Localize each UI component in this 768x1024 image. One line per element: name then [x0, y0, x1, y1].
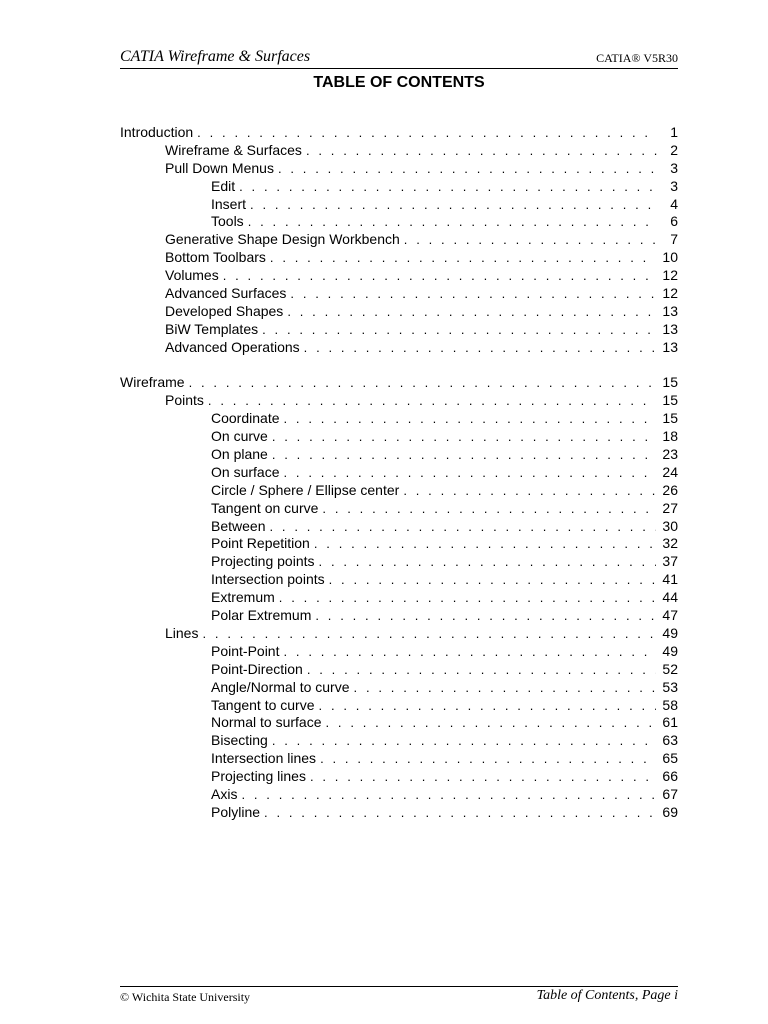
- toc-dot-leader: [325, 714, 656, 732]
- toc-page-number: 13: [662, 338, 678, 355]
- toc-entry[interactable]: [120, 553, 678, 571]
- toc-entry-title: Projecting lines: [211, 768, 306, 785]
- toc-entry[interactable]: [120, 589, 678, 607]
- toc-entry[interactable]: [120, 768, 678, 786]
- toc-page-number: 49: [662, 624, 678, 641]
- toc-entry[interactable]: [120, 213, 678, 231]
- toc-entry-title: On curve: [211, 428, 268, 445]
- toc-entry-title: Tools: [211, 213, 244, 230]
- toc-entry[interactable]: [120, 446, 678, 464]
- toc-entry[interactable]: [120, 518, 678, 536]
- toc-entry-title: On surface: [211, 463, 280, 480]
- toc-entry[interactable]: [120, 160, 678, 178]
- toc-entry-title: On plane: [211, 446, 268, 463]
- toc-page-number: 66: [662, 768, 678, 785]
- toc-page-number: 53: [662, 678, 678, 695]
- toc-entry[interactable]: [120, 786, 678, 804]
- toc-entry[interactable]: [120, 285, 678, 303]
- toc-dot-leader: [290, 285, 656, 303]
- toc-entry[interactable]: [120, 571, 678, 589]
- toc-entry-title: Point-Direction: [211, 660, 303, 677]
- toc-page-number: 52: [662, 660, 678, 677]
- toc-entry-title: Tangent to curve: [211, 696, 315, 713]
- page-footer: [120, 986, 678, 1007]
- toc-page-number: 2: [670, 141, 678, 158]
- toc-page-number: 12: [662, 285, 678, 302]
- toc-entry[interactable]: [120, 643, 678, 661]
- toc-entry[interactable]: [120, 500, 678, 518]
- document-title: CATIA Wireframe & Surfaces: [120, 48, 311, 65]
- toc-entry-title: Bisecting: [211, 732, 268, 749]
- toc-page-number: 13: [662, 302, 678, 319]
- toc-dot-leader: [283, 643, 656, 661]
- toc-dot-leader: [189, 374, 657, 392]
- toc-page-number: 10: [662, 249, 678, 266]
- toc-entry-title: Polyline: [211, 803, 261, 820]
- toc-dot-leader: [354, 679, 657, 697]
- toc-entry-title: Points: [165, 392, 204, 409]
- toc-entry-title: Wireframe: [120, 374, 185, 391]
- toc-entry[interactable]: [120, 196, 678, 214]
- toc-page-number: 44: [662, 589, 678, 606]
- toc-dot-leader: [208, 392, 657, 410]
- toc-page-number: 61: [662, 714, 678, 731]
- toc-entry-title: Developed Shapes: [165, 302, 284, 319]
- toc-entry[interactable]: [120, 231, 678, 249]
- toc-dot-leader: [310, 768, 656, 786]
- toc-entry-title: Projecting points: [211, 553, 315, 570]
- toc-dot-leader: [306, 142, 658, 160]
- toc-entry[interactable]: [120, 392, 678, 410]
- toc-entry-title: Polar Extremum: [211, 607, 312, 624]
- toc-dot-leader: [197, 124, 658, 142]
- toc-page-number: 7: [670, 231, 678, 248]
- toc-dot-leader: [241, 786, 656, 804]
- toc-dot-leader: [329, 571, 657, 589]
- toc-dot-leader: [269, 518, 656, 536]
- toc-page-number: 67: [662, 785, 678, 802]
- toc-page-number: 41: [662, 571, 678, 588]
- toc-entry-title: Advanced Surfaces: [165, 285, 287, 302]
- toc-entry[interactable]: [120, 374, 678, 392]
- toc-entry-title: Pull Down Menus: [165, 159, 274, 176]
- toc-entry[interactable]: [120, 661, 678, 679]
- toc-entry-title: Point-Point: [211, 642, 280, 659]
- toc-entry-title: Bottom Toolbars: [165, 249, 266, 266]
- toc-dot-leader: [314, 535, 657, 553]
- toc-entry-title: Intersection lines: [211, 750, 317, 767]
- toc-entry-title: Normal to surface: [211, 714, 322, 731]
- toc-entry[interactable]: [120, 178, 678, 196]
- toc-entry-title: Wireframe & Surfaces: [165, 141, 302, 158]
- toc-dot-leader: [403, 482, 656, 500]
- toc-dot-leader: [270, 249, 657, 267]
- toc-entry[interactable]: [120, 697, 678, 715]
- toc-entry[interactable]: [120, 124, 678, 142]
- toc-dot-leader: [262, 321, 656, 339]
- toc-dot-leader: [278, 160, 658, 178]
- toc-entry-title: Lines: [165, 624, 199, 641]
- toc-entry-title: Between: [211, 517, 266, 534]
- toc-entry-title: Advanced Operations: [165, 338, 300, 355]
- toc-dot-leader: [264, 804, 656, 822]
- toc-page-number: 3: [670, 177, 678, 194]
- toc-entry-title: Insert: [211, 195, 247, 212]
- page-header: [120, 48, 678, 69]
- toc-dot-leader: [320, 750, 656, 768]
- toc-page-number: 32: [662, 535, 678, 552]
- toc-page-number: 69: [662, 803, 678, 820]
- page-label: Table of Contents, Page i: [536, 988, 678, 1003]
- toc-entry[interactable]: [120, 482, 678, 500]
- toc-entry-title: Circle / Sphere / Ellipse center: [211, 481, 400, 498]
- toc-entry[interactable]: [120, 410, 678, 428]
- toc-page-number: 23: [662, 446, 678, 463]
- toc-dot-leader: [319, 553, 657, 571]
- toc-page-number: 15: [662, 410, 678, 427]
- toc-dot-leader: [272, 732, 657, 750]
- toc-entry-title: Angle/Normal to curve: [211, 678, 350, 695]
- toc-entry[interactable]: [120, 339, 678, 357]
- toc-entry[interactable]: [120, 535, 678, 553]
- toc-page-number: 24: [662, 463, 678, 480]
- toc-entry[interactable]: [120, 267, 678, 285]
- toc-spacer: [120, 357, 678, 375]
- toc-entry[interactable]: [120, 714, 678, 732]
- toc-entry[interactable]: [120, 750, 678, 768]
- toc-page-number: 3: [670, 159, 678, 176]
- toc-entry-title: Tangent on curve: [211, 499, 319, 516]
- page-title: TABLE OF CONTENTS: [313, 74, 485, 91]
- toc-dot-leader: [322, 500, 656, 518]
- software-version: CATIA® V5R30: [596, 51, 678, 65]
- toc-entry-title: Axis: [211, 785, 238, 802]
- toc-dot-leader: [404, 231, 658, 249]
- toc-page-number: 15: [662, 374, 678, 391]
- toc-page-number: 6: [670, 213, 678, 230]
- toc-entry-title: Volumes: [165, 267, 219, 284]
- toc-dot-leader: [315, 607, 656, 625]
- toc-entry[interactable]: [120, 303, 678, 321]
- toc-page-number: 47: [662, 607, 678, 624]
- toc-page-number: 49: [662, 642, 678, 659]
- toc-dot-leader: [248, 213, 658, 231]
- toc-dot-leader: [250, 196, 658, 214]
- toc-entry[interactable]: [120, 464, 678, 482]
- toc-entry[interactable]: [120, 142, 678, 160]
- toc-dot-leader: [202, 625, 656, 643]
- toc-page-number: 4: [670, 195, 678, 212]
- toc-dot-leader: [304, 339, 657, 357]
- toc-page-number: 13: [662, 320, 678, 337]
- toc-entry[interactable]: [120, 428, 678, 446]
- toc-dot-leader: [284, 410, 657, 428]
- toc-entry-title: Intersection points: [211, 571, 325, 588]
- toc-entry-title: BiW Templates: [165, 320, 259, 337]
- toc-page-number: 15: [662, 392, 678, 409]
- toc-dot-leader: [307, 661, 657, 679]
- toc-dot-leader: [223, 267, 657, 285]
- toc-entry-title: Coordinate: [211, 410, 280, 427]
- toc-entry[interactable]: [120, 625, 678, 643]
- toc-entry[interactable]: [120, 732, 678, 750]
- toc-page-number: 65: [662, 750, 678, 767]
- toc-dot-leader: [272, 446, 657, 464]
- toc-entry[interactable]: [120, 321, 678, 339]
- toc-entry[interactable]: [120, 249, 678, 267]
- toc-entry[interactable]: [120, 607, 678, 625]
- toc-page-number: 1: [670, 124, 678, 140]
- toc-entry-title: Edit: [211, 177, 236, 194]
- copyright-notice: © Wichita State University: [120, 990, 251, 1004]
- toc-dot-leader: [319, 697, 657, 715]
- toc-entry[interactable]: [120, 804, 678, 822]
- table-of-contents: [120, 124, 678, 822]
- toc-page-number: 18: [662, 428, 678, 445]
- toc-entry-title: Introduction: [120, 124, 194, 140]
- toc-page-number: 37: [662, 553, 678, 570]
- toc-dot-leader: [239, 178, 658, 196]
- toc-page-number: 58: [662, 696, 678, 713]
- toc-dot-leader: [287, 303, 656, 321]
- toc-page-number: 26: [662, 481, 678, 498]
- toc-page-number: 30: [662, 517, 678, 534]
- toc-page-number: 63: [662, 732, 678, 749]
- toc-entry-title: Generative Shape Design Workbench: [165, 231, 400, 248]
- toc-entry-title: Extremum: [211, 589, 275, 606]
- toc-entry-title: Point Repetition: [211, 535, 310, 552]
- toc-page-number: 12: [662, 267, 678, 284]
- toc-dot-leader: [283, 464, 656, 482]
- toc-page-number: 27: [662, 499, 678, 516]
- toc-dot-leader: [272, 428, 657, 446]
- toc-dot-leader: [279, 589, 657, 607]
- toc-entry[interactable]: [120, 679, 678, 697]
